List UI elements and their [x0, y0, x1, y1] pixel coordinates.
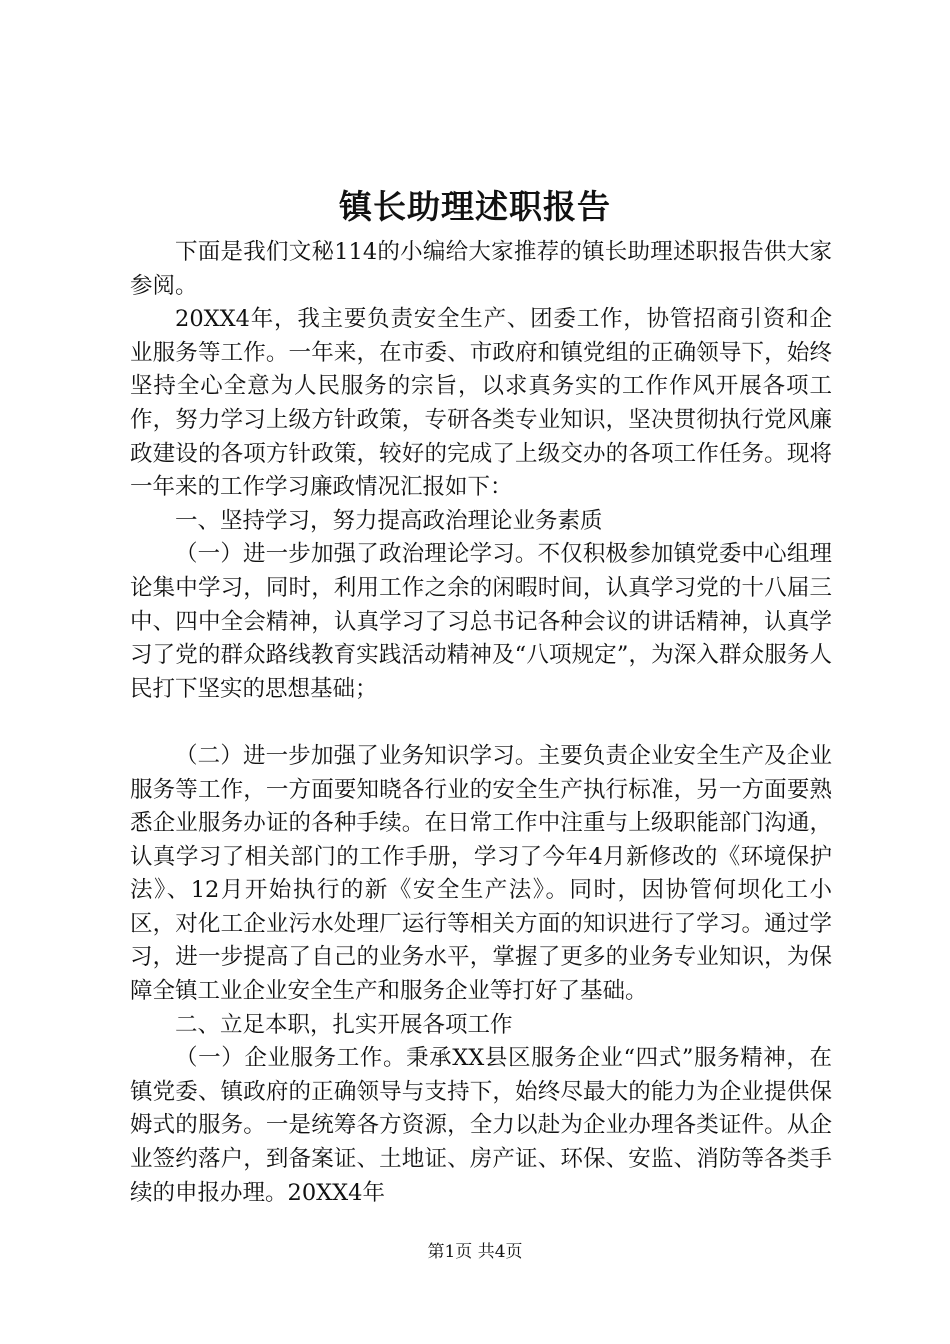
paragraph-enterprise-service: （一）企业服务工作。秉承XX县区服务企业“四式”服务精神，在镇党委、镇政府的正确领导与支持下，始终尽最大的能力为企业提供保姆式的服务。一是统筹各方资源，全力以赴为企业办理各类证件。从企业签约落户，到备案证、土地证、房产证、环保、安监、消防等各类手续的申报办理。20XX4年 [130, 1045, 832, 1206]
section-heading-1: 一、坚持学习，努力提高政治理论业务素质 [175, 507, 603, 534]
paragraph-political-study: （一）进一步加强了政治理论学习。不仅积极参加镇党委中心组理论集中学习，同时，利用工作之余的闲暇时间，认真学习党的十八届三中、四中全会精神，认真学习了习总书记各种会议的讲话精神，认真学习了党的群众路线教育实践活动精神及“八项规定”，为深入群众服务人民打下坚实的思想基础； [130, 541, 832, 702]
section-heading-2: 二、立足本职，扎实开展各项工作 [175, 1011, 513, 1038]
paragraph-intro: 下面是我们文秘114的小编给大家推荐的镇长助理述职报告供大家参阅。 [130, 239, 832, 299]
paragraph-business-study: （二）进一步加强了业务知识学习。主要负责企业安全生产及企业服务等工作，一方面要知晓各行业的安全生产执行标准，另一方面要熟悉企业服务办证的各种手续。在日常工作中注重与上级职能部门沟通，认真学习了相关部门的工作手册，学习了今年4月新修改的《环境保护法》、12月开始执行的新《安全生产法》。同时，因协管何坝化工小区，对化工企业污水处理厂运行等相关方面的知识进行了学习。通过学习，进一步提高了自己的业务水平，掌握了更多的业务专业知识，为保障全镇工业企业安全生产和服务企业等打好了基础。 [130, 742, 832, 1005]
document-body [130, 236, 832, 1210]
page-footer: 第1页 共4页 [427, 1242, 523, 1262]
paragraph-summary: 20XX4年，我主要负责安全生产、团委工作，协管招商引资和企业服务等工作。一年来，在市委、市政府和镇党组的正确领导下，始终坚持全心全意为人民服务的宗旨，以求真务实的工作作风开展各项工作，努力学习上级方针政策，专研各类专业知识，坚决贯彻执行党风廉政建设的各项方针政策，较好的完成了上级交办的各项工作任务。现将一年来的工作学习廉政情况汇报如下： [130, 306, 832, 501]
document-title: 镇长助理述职报告 [339, 187, 611, 226]
blank-line [130, 706, 832, 740]
